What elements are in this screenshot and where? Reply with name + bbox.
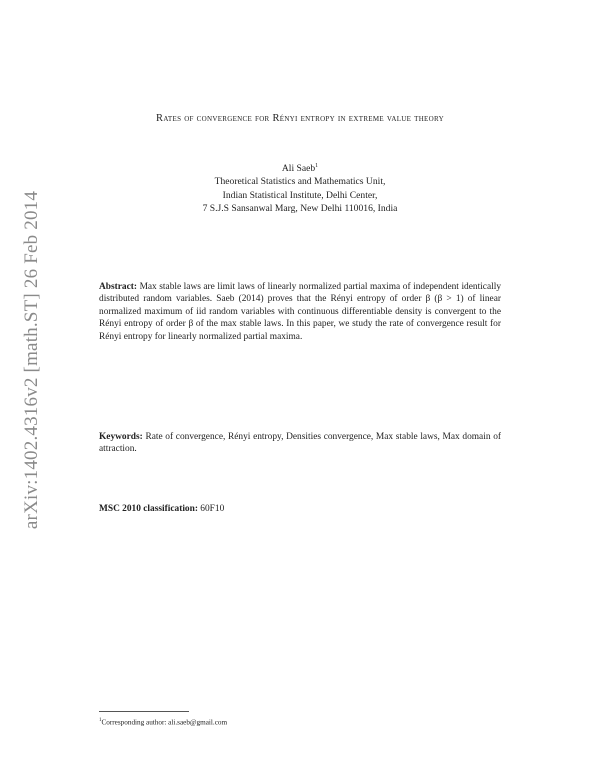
keywords-label: Keywords: — [99, 432, 143, 442]
msc-classification — [99, 503, 501, 515]
arxiv-identifier-stamp — [8, 185, 56, 535]
abstract-label: Abstract: — [99, 282, 138, 292]
affiliation-line-1: Theoretical Statistics and Mathematics Unit, — [214, 176, 386, 188]
keywords-section — [99, 431, 501, 456]
author-block — [120, 160, 480, 215]
affiliation-line-3: 7 S.J.S Sansanwal Marg, New Delhi 110016, India — [202, 202, 398, 214]
author-name: Ali Saeb — [281, 163, 316, 175]
paper-title: Rates of convergence for Rényi entropy in extreme value theory — [156, 113, 444, 124]
author-footnote-mark: 1 — [315, 163, 319, 169]
footnote-text: Corresponding author: ali.saeb@gmail.com — [101, 718, 228, 727]
keywords-text: Rate of convergence, Rényi entropy, Densities convergence, Max stable laws, Max domain of attraction. — [99, 432, 502, 455]
affiliation-line-2: Indian Statistical Institute, Delhi Center, — [222, 189, 378, 201]
footnote — [99, 716, 399, 727]
footnote-mark: 1 — [99, 718, 102, 723]
arxiv-identifier-text: arXiv:1402.4316v2 [math.ST] 26 Feb 2014 — [21, 190, 42, 530]
abstract-section — [99, 281, 501, 343]
msc-label: MSC 2010 classification: — [99, 504, 198, 514]
author-name-line — [120, 160, 480, 175]
footnote-rule — [99, 711, 189, 712]
msc-value: 60F10 — [200, 504, 225, 514]
abstract-text: Max stable laws are limit laws of linearly normalized partial maxima of independent identically distributed random variables. Saeb (2014) proves that the Rényi entropy of order β (β > 1) of linear normalized maximum of iid random variables with continuous differentiable density is convergent to the Rényi entropy of order β of the max stable laws. In this paper, we study the rate of convergence result for Rényi entropy for linearly normalized partial maxima. — [99, 282, 502, 342]
